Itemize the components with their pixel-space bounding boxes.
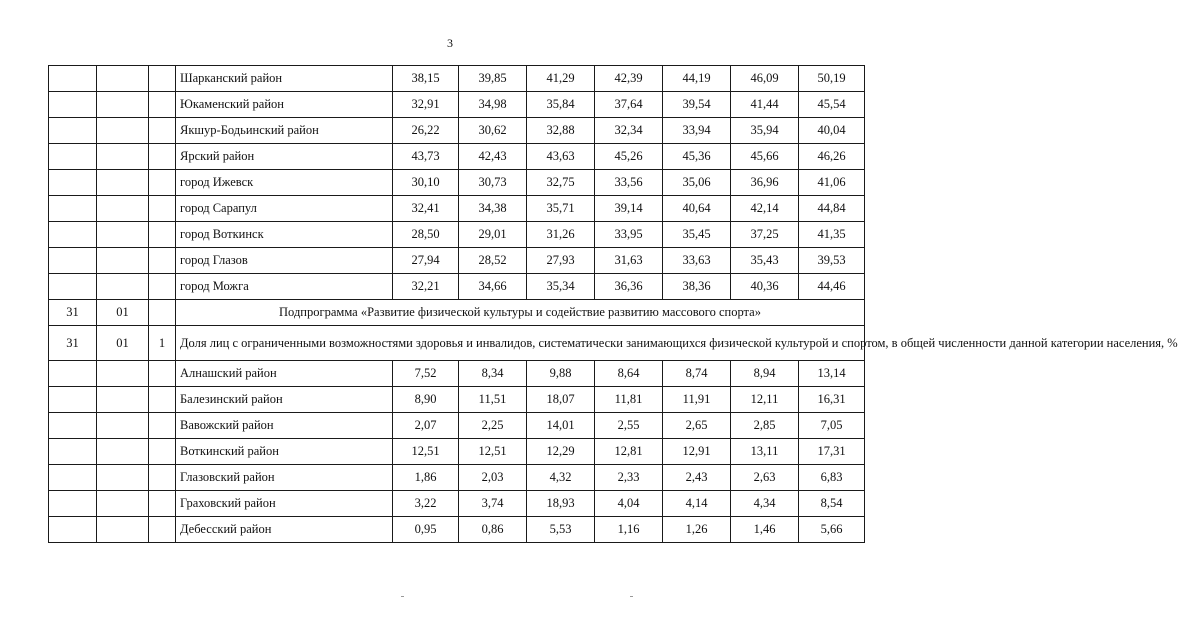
code-cell: [97, 274, 149, 300]
table-row: [49, 274, 865, 300]
value-cell: 12,51: [459, 439, 527, 465]
value-cell: 45,36: [663, 144, 731, 170]
table-row: [49, 118, 865, 144]
value-cell: 5,66: [799, 517, 865, 543]
code-cell: [149, 491, 176, 517]
value-cell: 0,95: [393, 517, 459, 543]
value-cell: 2,65: [663, 413, 731, 439]
value-cell: 30,62: [459, 118, 527, 144]
value-cell: 12,51: [393, 439, 459, 465]
value-cell: 45,54: [799, 92, 865, 118]
value-cell: 40,36: [731, 274, 799, 300]
value-cell: 41,29: [527, 66, 595, 92]
value-cell: 11,91: [663, 387, 731, 413]
value-cell: 33,63: [663, 248, 731, 274]
table-section-bottom: [49, 361, 865, 543]
value-cell: 34,66: [459, 274, 527, 300]
value-cell: 40,64: [663, 196, 731, 222]
value-cell: 36,36: [595, 274, 663, 300]
code-cell: [49, 92, 97, 118]
territory-name: Вавожский район: [176, 413, 393, 439]
value-cell: 3,74: [459, 491, 527, 517]
value-cell: 27,94: [393, 248, 459, 274]
territory-name: Балезинский район: [176, 387, 393, 413]
value-cell: 44,84: [799, 196, 865, 222]
value-cell: 18,93: [527, 491, 595, 517]
table-row: [49, 413, 865, 439]
value-cell: 31,63: [595, 248, 663, 274]
value-cell: 12,81: [595, 439, 663, 465]
code-cell: [97, 413, 149, 439]
code-cell: [97, 170, 149, 196]
value-cell: 32,41: [393, 196, 459, 222]
territory-name: Алнашский район: [176, 361, 393, 387]
value-cell: 2,03: [459, 465, 527, 491]
value-cell: 41,44: [731, 92, 799, 118]
value-cell: 44,19: [663, 66, 731, 92]
value-cell: 45,26: [595, 144, 663, 170]
value-cell: 1,26: [663, 517, 731, 543]
table-section-top: [49, 66, 865, 300]
territory-name: город Воткинск: [176, 222, 393, 248]
value-cell: 35,06: [663, 170, 731, 196]
territory-name: Воткинский район: [176, 439, 393, 465]
code-cell: [149, 66, 176, 92]
territory-name: Ярский район: [176, 144, 393, 170]
code-cell: [49, 491, 97, 517]
value-cell: 45,66: [731, 144, 799, 170]
value-cell: 4,34: [731, 491, 799, 517]
territory-name: город Сарапул: [176, 196, 393, 222]
table-row: [49, 465, 865, 491]
code-cell: [97, 361, 149, 387]
value-cell: 1,16: [595, 517, 663, 543]
value-cell: 3,22: [393, 491, 459, 517]
value-cell: 39,14: [595, 196, 663, 222]
territory-name: Дебесский район: [176, 517, 393, 543]
code-cell: [149, 361, 176, 387]
territory-name: город Ижевск: [176, 170, 393, 196]
table-row: [49, 196, 865, 222]
value-cell: 42,14: [731, 196, 799, 222]
value-cell: 32,34: [595, 118, 663, 144]
code-cell: [49, 465, 97, 491]
value-cell: 8,54: [799, 491, 865, 517]
value-cell: 35,43: [731, 248, 799, 274]
indicator-code-3: 1: [149, 326, 176, 361]
value-cell: 8,90: [393, 387, 459, 413]
code-cell: [149, 517, 176, 543]
table-row: [49, 439, 865, 465]
value-cell: 28,50: [393, 222, 459, 248]
value-cell: 4,14: [663, 491, 731, 517]
territory-name: Юкаменский район: [176, 92, 393, 118]
table-row: [49, 387, 865, 413]
code-cell: [97, 465, 149, 491]
code-cell: [149, 413, 176, 439]
territory-name: Шарканский район: [176, 66, 393, 92]
code-cell: [97, 144, 149, 170]
code-cell: [49, 196, 97, 222]
table-row: [49, 222, 865, 248]
value-cell: 4,32: [527, 465, 595, 491]
table-row: [49, 361, 865, 387]
value-cell: 2,55: [595, 413, 663, 439]
code-cell: [49, 248, 97, 274]
value-cell: 13,11: [731, 439, 799, 465]
value-cell: 39,53: [799, 248, 865, 274]
subprogram-code-1: 31: [49, 300, 97, 326]
code-cell: [49, 439, 97, 465]
value-cell: 33,94: [663, 118, 731, 144]
table-row: [49, 92, 865, 118]
territory-name: Якшур-Бодьинский район: [176, 118, 393, 144]
table-row: [49, 517, 865, 543]
value-cell: 0,86: [459, 517, 527, 543]
value-cell: 42,43: [459, 144, 527, 170]
value-cell: 8,94: [731, 361, 799, 387]
value-cell: 34,38: [459, 196, 527, 222]
value-cell: 6,83: [799, 465, 865, 491]
value-cell: 35,34: [527, 274, 595, 300]
code-cell: [49, 387, 97, 413]
value-cell: 31,26: [527, 222, 595, 248]
value-cell: 4,04: [595, 491, 663, 517]
code-cell: [149, 465, 176, 491]
value-cell: 35,94: [731, 118, 799, 144]
value-cell: 42,39: [595, 66, 663, 92]
value-cell: 32,91: [393, 92, 459, 118]
code-cell: [49, 170, 97, 196]
value-cell: 37,25: [731, 222, 799, 248]
value-cell: 29,01: [459, 222, 527, 248]
value-cell: 18,07: [527, 387, 595, 413]
subprogram-title: Подпрограмма «Развитие физической культуры и содействие развитию массового спорта»: [176, 300, 865, 326]
value-cell: 35,71: [527, 196, 595, 222]
scan-speck: [401, 596, 404, 597]
value-cell: 41,35: [799, 222, 865, 248]
value-cell: 11,51: [459, 387, 527, 413]
value-cell: 40,04: [799, 118, 865, 144]
value-cell: 12,29: [527, 439, 595, 465]
code-cell: [49, 144, 97, 170]
table-row: [49, 144, 865, 170]
subprogram-code-3: [149, 300, 176, 326]
subprogram-row: [49, 300, 865, 326]
table-row: [49, 66, 865, 92]
value-cell: 16,31: [799, 387, 865, 413]
code-cell: [97, 387, 149, 413]
code-cell: [149, 439, 176, 465]
value-cell: 36,96: [731, 170, 799, 196]
code-cell: [97, 491, 149, 517]
value-cell: 41,06: [799, 170, 865, 196]
value-cell: 32,21: [393, 274, 459, 300]
code-cell: [49, 413, 97, 439]
value-cell: 35,84: [527, 92, 595, 118]
value-cell: 7,52: [393, 361, 459, 387]
value-cell: 9,88: [527, 361, 595, 387]
value-cell: 39,85: [459, 66, 527, 92]
value-cell: 2,85: [731, 413, 799, 439]
code-cell: [49, 66, 97, 92]
value-cell: 35,45: [663, 222, 731, 248]
code-cell: [49, 222, 97, 248]
code-cell: [149, 170, 176, 196]
scan-speck: [630, 596, 633, 597]
code-cell: [97, 196, 149, 222]
value-cell: 39,54: [663, 92, 731, 118]
territory-name: город Глазов: [176, 248, 393, 274]
code-cell: [49, 361, 97, 387]
value-cell: 30,73: [459, 170, 527, 196]
code-cell: [149, 118, 176, 144]
code-cell: [49, 517, 97, 543]
value-cell: 7,05: [799, 413, 865, 439]
value-cell: 50,19: [799, 66, 865, 92]
value-cell: 2,43: [663, 465, 731, 491]
code-cell: [97, 248, 149, 274]
value-cell: 17,31: [799, 439, 865, 465]
value-cell: 43,73: [393, 144, 459, 170]
value-cell: 8,74: [663, 361, 731, 387]
value-cell: 46,09: [731, 66, 799, 92]
code-cell: [97, 517, 149, 543]
value-cell: 30,10: [393, 170, 459, 196]
code-cell: [97, 66, 149, 92]
value-cell: 27,93: [527, 248, 595, 274]
value-cell: 38,15: [393, 66, 459, 92]
value-cell: 2,33: [595, 465, 663, 491]
page-number: 3: [447, 36, 453, 50]
code-cell: [49, 274, 97, 300]
code-cell: [49, 118, 97, 144]
value-cell: 26,22: [393, 118, 459, 144]
value-cell: 28,52: [459, 248, 527, 274]
value-cell: 43,63: [527, 144, 595, 170]
territory-name: Граховский район: [176, 491, 393, 517]
code-cell: [149, 144, 176, 170]
table-section-headings: [49, 300, 1178, 361]
indicator-code-2: 01: [97, 326, 149, 361]
table-row: [49, 248, 865, 274]
code-cell: [149, 248, 176, 274]
value-cell: 1,46: [731, 517, 799, 543]
value-cell: 12,11: [731, 387, 799, 413]
value-cell: 37,64: [595, 92, 663, 118]
value-cell: 5,53: [527, 517, 595, 543]
value-cell: 46,26: [799, 144, 865, 170]
value-cell: 1,86: [393, 465, 459, 491]
code-cell: [149, 387, 176, 413]
code-cell: [97, 118, 149, 144]
value-cell: 14,01: [527, 413, 595, 439]
value-cell: 32,88: [527, 118, 595, 144]
value-cell: 32,75: [527, 170, 595, 196]
value-cell: 38,36: [663, 274, 731, 300]
territory-name: город Можга: [176, 274, 393, 300]
value-cell: 34,98: [459, 92, 527, 118]
code-cell: [149, 222, 176, 248]
value-cell: 8,64: [595, 361, 663, 387]
value-cell: 11,81: [595, 387, 663, 413]
code-cell: [97, 92, 149, 118]
indicators-table: [48, 65, 1178, 543]
value-cell: 2,63: [731, 465, 799, 491]
value-cell: 33,95: [595, 222, 663, 248]
value-cell: 12,91: [663, 439, 731, 465]
subprogram-code-2: 01: [97, 300, 149, 326]
code-cell: [149, 196, 176, 222]
value-cell: 2,07: [393, 413, 459, 439]
value-cell: 44,46: [799, 274, 865, 300]
indicator-row: [49, 326, 865, 361]
value-cell: 2,25: [459, 413, 527, 439]
table-row: [49, 491, 865, 517]
code-cell: [149, 274, 176, 300]
value-cell: 33,56: [595, 170, 663, 196]
code-cell: [149, 92, 176, 118]
code-cell: [97, 222, 149, 248]
indicator-code-1: 31: [49, 326, 97, 361]
table-row: [49, 170, 865, 196]
value-cell: 8,34: [459, 361, 527, 387]
territory-name: Глазовский район: [176, 465, 393, 491]
value-cell: 13,14: [799, 361, 865, 387]
code-cell: [97, 439, 149, 465]
indicator-title: Доля лиц с ограниченными возможностями здоровья и инвалидов, систематически занимающихся физической культурой и спортом, в общей численности данной категории населения, %: [176, 326, 865, 361]
